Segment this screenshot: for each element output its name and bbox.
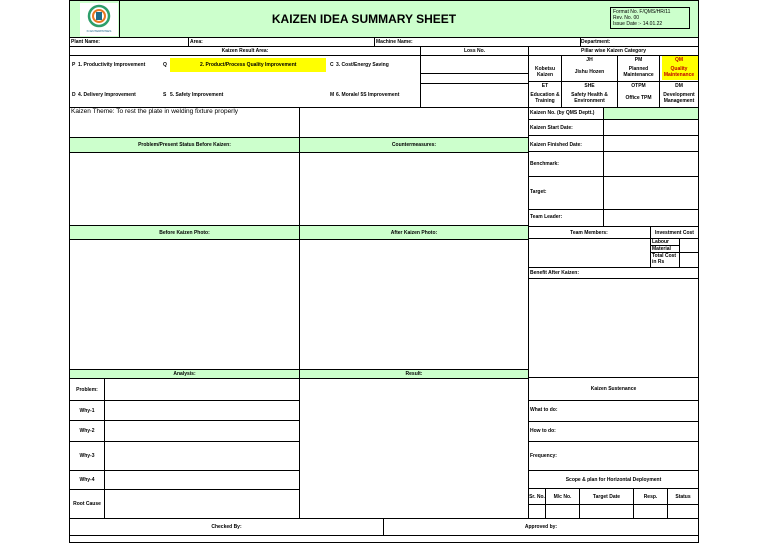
checked-by-label: Checked By:	[211, 524, 242, 530]
result-label-p[interactable]: 1. Productivity Improvement	[78, 62, 146, 68]
analysis-why1-label: Why-1	[79, 407, 95, 414]
scope-label: Scope & plan for Horizontal Deployment	[565, 476, 662, 483]
result-label-q[interactable]: 2. Product/Process Quality Improvement	[200, 62, 297, 68]
area-label: Area:	[190, 39, 203, 45]
analysis-root-cause-label: Root Cause	[73, 501, 101, 507]
kaizen-no-label: Kaizen No. (by QMS Deptt.)	[530, 110, 595, 116]
after-photo-area[interactable]	[300, 240, 528, 369]
kaizen-no-field[interactable]	[604, 108, 698, 119]
problem-status-area[interactable]	[70, 153, 299, 225]
team-leader-label: Team Leader:	[530, 214, 563, 220]
plant-name-label: Plant Name:	[71, 39, 100, 45]
result-code-s: S	[163, 92, 167, 98]
result-code-p: P	[72, 62, 76, 68]
pillar-label-et[interactable]: Education & Training	[530, 92, 560, 104]
pillar-category-label: Pillar wise Kaizen Category	[580, 48, 647, 54]
deploy-col-status: Status	[675, 493, 691, 500]
before-photo-area[interactable]	[70, 240, 299, 369]
sustenance-label: Kaizen Sustenance	[590, 386, 637, 392]
analysis-why2-label: Why-2	[79, 428, 95, 434]
result-area[interactable]	[300, 379, 528, 518]
after-photo-header: After Kaizen Photo:	[300, 226, 528, 239]
investment-cost-label: Investment Cost	[655, 229, 694, 236]
problem-status-header: Problem/Present Status Before Kaizen:	[70, 138, 299, 152]
rev-no: Rev. No. 00	[613, 15, 640, 21]
pillar-label-jh[interactable]: Jishu Hozen	[574, 69, 605, 75]
machine-name-label: Machine Name:	[376, 39, 413, 45]
analysis-why4-label: Why-4	[79, 477, 95, 483]
result-code-q: Q	[163, 62, 167, 68]
approved-by-label: Approved by:	[524, 524, 558, 530]
loss-no-label: Loss No.	[463, 48, 486, 54]
deploy-col-sr: Sr. No.	[529, 493, 545, 500]
result-area-label: Kaizen Result Area:	[221, 48, 269, 54]
before-photo-header: Before Kaizen Photo:	[70, 226, 299, 239]
benchmark-label: Benchmark:	[530, 161, 559, 167]
format-box	[610, 7, 690, 29]
pillar-code-jh: JH	[586, 56, 593, 63]
logo-text: KI ENTERPRISES	[86, 29, 112, 33]
pillar-label-otpm[interactable]: Office TPM	[625, 95, 652, 101]
material-label: Material	[652, 246, 671, 252]
result-code-c: C	[330, 62, 334, 68]
pillar-label-she[interactable]: Safety Health & Environment	[571, 92, 608, 104]
how-to-do-label: How to do:	[530, 428, 556, 434]
countermeasures-area[interactable]	[300, 153, 528, 225]
pillar-code-et: ET	[541, 82, 549, 89]
countermeasures-header: Countermeasures:	[300, 138, 528, 152]
team-members-label: Team Members:	[570, 229, 608, 236]
result-code-d: D	[72, 92, 76, 98]
start-date-label: Kaizen Start Date:	[530, 125, 573, 131]
company-logo	[80, 3, 118, 36]
deploy-col-resp: Resp.	[643, 493, 658, 500]
labour-label: Labour	[652, 239, 669, 245]
deploy-col-target: Target Date	[592, 493, 621, 500]
pillar-code-she: SHE	[584, 82, 595, 89]
total-cost-label: Total Cost in Rs	[652, 253, 677, 265]
deploy-col-mc: M/c No.	[553, 493, 572, 500]
benefit-label: Benefit After Kaizen:	[530, 270, 579, 276]
result-label-d[interactable]: 4. Delivery Improvement	[78, 92, 136, 98]
pillar-label-kk[interactable]: Kobetsu Kaizen	[535, 66, 555, 78]
analysis-header: Analysis:	[70, 370, 299, 378]
target-label: Target:	[530, 189, 547, 195]
pillar-code-otpm: OTPM	[631, 82, 646, 89]
pillar-code-kk	[529, 56, 561, 63]
result-label-m[interactable]: 6. Morale/ 5S Improvement	[336, 92, 400, 98]
pillar-label-pm[interactable]: Planned Maintenance	[623, 66, 654, 78]
analysis-problem-label: Problem:	[76, 386, 98, 393]
format-no: Format No. F/QMS/HR/11	[613, 9, 671, 15]
issue-date: Issue Date :- 14.01.22	[613, 21, 663, 27]
pillar-label-dm[interactable]: Development Management	[663, 92, 695, 104]
result-code-m: M	[330, 92, 335, 98]
kaizen-theme[interactable]: Kaizen Theme: To rest the plate in welding fixture properly	[71, 108, 239, 115]
pillar-label-qm[interactable]: Quality Maintenance	[663, 66, 695, 78]
analysis-why3-label: Why-3	[79, 453, 95, 459]
pillar-code-pm: PM	[634, 56, 643, 63]
result-label-c[interactable]: 3. Cost/Energy Saving	[336, 62, 389, 68]
department-label: Department:	[581, 39, 611, 45]
pillar-code-dm: DM	[675, 82, 683, 89]
frequency-label: Frequency:	[530, 453, 557, 459]
pillar-code-qm: QM	[674, 56, 684, 63]
finished-date-label: Kaizen Finished Date:	[530, 142, 582, 148]
result-header: Result:	[300, 370, 528, 378]
result-label-s[interactable]: 5. Safety Improvement	[170, 92, 224, 98]
what-to-do-label: What to do:	[530, 407, 558, 413]
page-title: KAIZEN IDEA SUMMARY SHEET	[271, 12, 457, 26]
